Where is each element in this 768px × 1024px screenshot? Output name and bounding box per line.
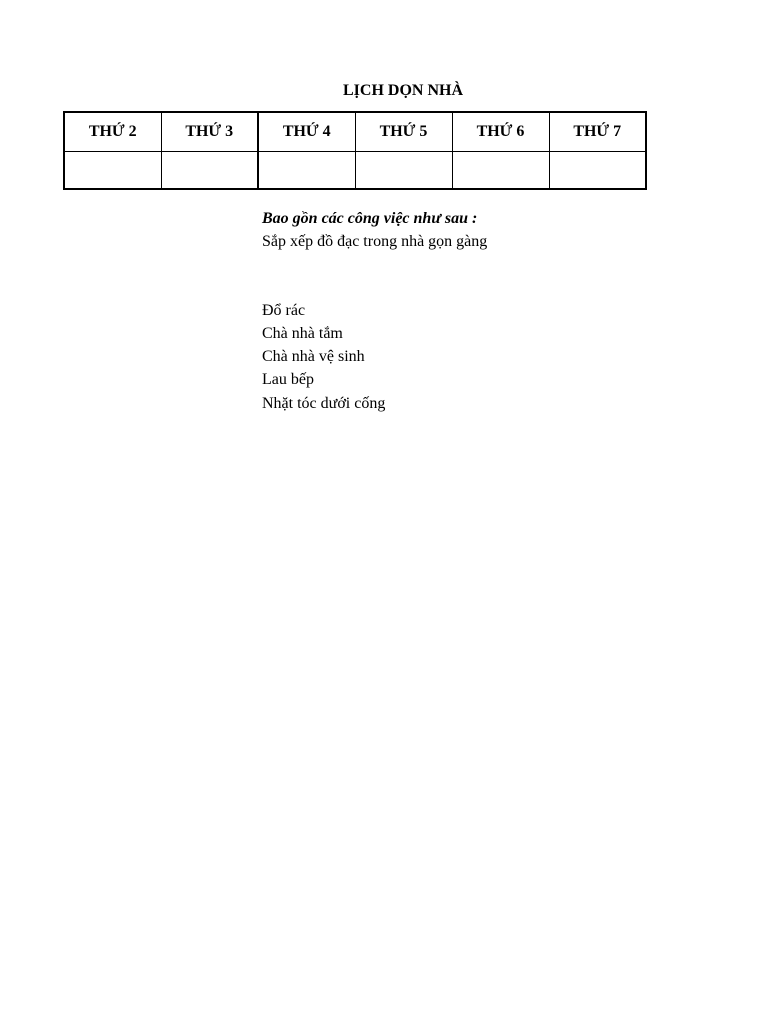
- day-header-thu-4: THỨ 4: [258, 112, 355, 152]
- day-header-thu-6: THỨ 6: [452, 112, 549, 152]
- assignment-cell-thu-4: [258, 152, 355, 190]
- document-title: LỊCH DỌN NHÀ: [342, 82, 463, 99]
- assignment-cell-thu-6: [452, 152, 549, 190]
- task-item: Nhặt tóc dưới cống: [262, 394, 386, 412]
- schedule-header-row: [64, 112, 646, 152]
- task-list: [262, 207, 487, 415]
- day-header-thu-5: THỨ 5: [355, 112, 452, 152]
- task-list-heading: Bao gồn các công việc như sau :: [262, 210, 478, 227]
- schedule-table: [63, 111, 647, 190]
- task-item: Đổ rác: [262, 301, 306, 319]
- task-item: Sắp xếp đồ đạc trong nhà gọn gàng: [262, 233, 488, 251]
- day-header-thu-7: THỨ 7: [549, 112, 646, 152]
- schedule-assignment-row: [64, 152, 646, 190]
- task-list-spacer: [262, 254, 487, 299]
- task-item: Chà nhà vệ sinh: [262, 348, 365, 366]
- assignment-cell-thu-3: [161, 152, 258, 190]
- task-item: Chà nhà tắm: [262, 324, 343, 342]
- day-header-thu-3: THỨ 3: [161, 112, 258, 152]
- assignment-cell-thu-5: [355, 152, 452, 190]
- assignment-cell-thu-2: [64, 152, 161, 190]
- day-header-thu-2: THỨ 2: [64, 112, 161, 152]
- assignment-cell-thu-7: [549, 152, 646, 190]
- task-item: Lau bếp: [262, 371, 314, 389]
